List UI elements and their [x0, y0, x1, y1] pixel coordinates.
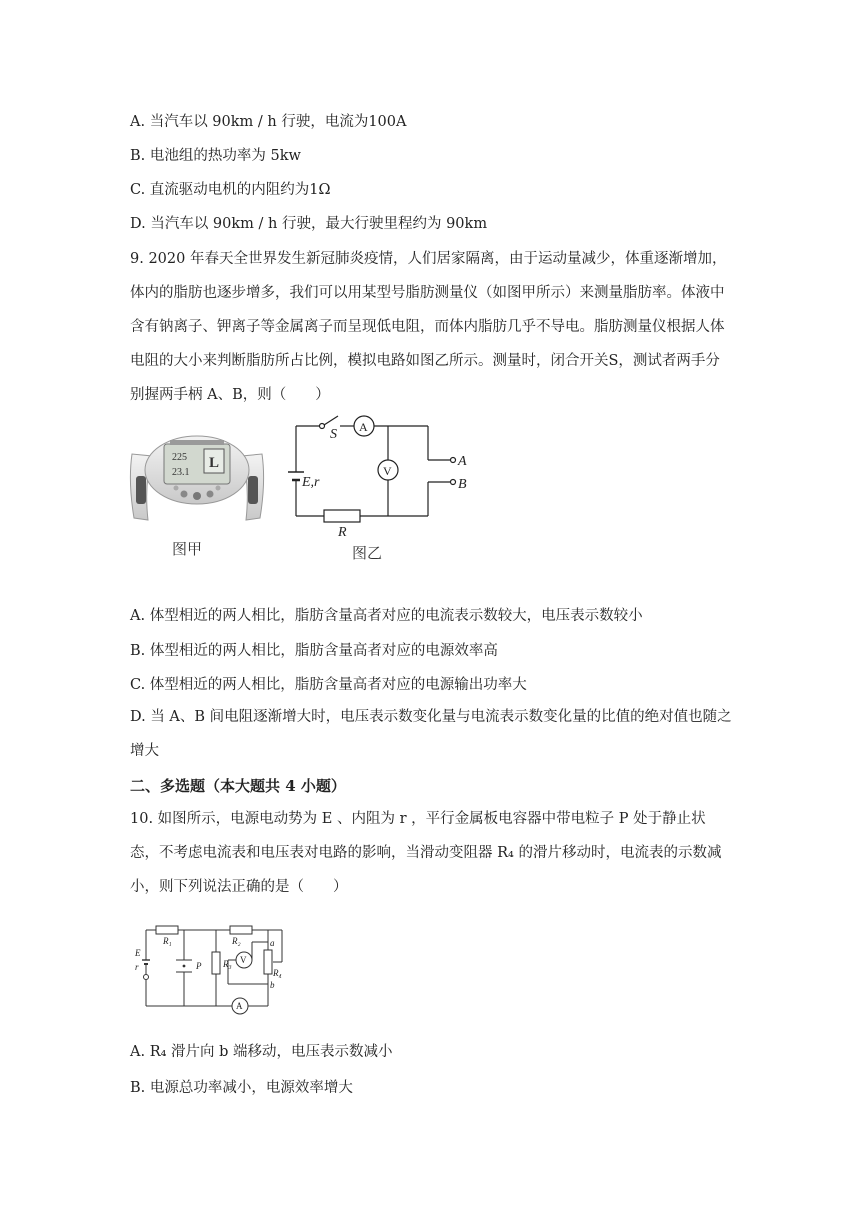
figure-a-caption: 图甲	[172, 540, 203, 558]
r-label: r	[135, 962, 139, 972]
section-heading: 二、多选题（本大题共 4 小题）	[130, 777, 346, 795]
r2-label: R₂	[232, 936, 241, 946]
display-line-1: 225	[172, 452, 187, 463]
source-label: E,r	[302, 475, 320, 490]
q9-option-d: D. 当 A、B 间电阻逐渐增大时，电压表示数变化量与电流表示数变化量的比值的绝对值也随之增大	[130, 709, 732, 759]
fat-meter-circuit	[282, 410, 482, 544]
resistor-label: R	[338, 525, 347, 540]
voltmeter-label: V	[240, 955, 247, 965]
voltmeter-label: V	[383, 464, 392, 478]
q8-option-a: A. 当汽车以 90km / h 行驶，电流为100A	[130, 114, 407, 130]
display-mode: L	[209, 455, 220, 471]
ammeter-label: A	[236, 1001, 243, 1011]
q9-stem: 9. 2020 年春天全世界发生新冠肺炎疫情，人们居家隔离，由于运动量减少，体重逐渐增加，体内的脂肪也逐步增多，我们可以用某型号脂肪测量仪（如图甲所示）来测量脂肪率。体液中含有钠离子、钾离子等金属离子而呈现低电阻，而体内脂肪几乎不导电。脂肪测量仪根据人体电阻的大小来判断脂肪所占比例，模拟电路如图乙所示。测量时，闭合开关S，测试者两手分别握两手柄 A、B，则（ ）	[130, 251, 727, 403]
b-end-label: b	[270, 980, 275, 990]
switch-label: S	[330, 427, 337, 442]
display-line-2: 23.1	[172, 467, 190, 478]
a-end-label: a	[270, 938, 275, 948]
q8-option-c: C. 直流驱动电机的内阻约为1Ω	[130, 182, 331, 198]
fat-meter-photo	[126, 432, 268, 528]
q9-option-a: A. 体型相近的两人相比，脂肪含量高者对应的电流表示数较大，电压表示数较小	[130, 608, 643, 624]
ammeter-label: A	[359, 420, 368, 434]
r1-label: R₁	[163, 936, 172, 946]
q8-option-d: D. 当汽车以 90km / h 行驶，最大行驶里程约为 90km	[130, 216, 488, 232]
e-label: E	[135, 948, 141, 958]
q10-option-a: A. R₄ 滑片向 b 端移动，电压表示数减小	[130, 1044, 393, 1060]
q9-option-c: C. 体型相近的两人相比，脂肪含量高者对应的电源输出功率大	[130, 677, 527, 693]
p-label: P	[196, 961, 202, 971]
terminal-a-label: A	[458, 454, 467, 469]
q10-stem: 10. 如图所示，电源电动势为 E 、内阻为 r ，平行金属板电容器中带电粒子 P 处于静止状态，不考虑电流表和电压表对电路的影响，当滑动变阻器 R₄ 的滑片移动时，电流表的示数减小，则下列说法正确的是（ ）	[130, 811, 722, 895]
q10-circuit	[132, 922, 296, 1016]
figure-b-caption: 图乙	[352, 544, 383, 562]
r4-label: R₄	[273, 968, 282, 978]
q8-option-b: B. 电池组的热功率为 5kw	[130, 148, 301, 164]
q9-option-b: B. 体型相近的两人相比，脂肪含量高者对应的电源效率高	[130, 643, 498, 659]
r3-label: R₃	[223, 959, 232, 969]
terminal-b-label: B	[458, 477, 467, 492]
q10-option-b: B. 电源总功率减小，电源效率增大	[130, 1080, 353, 1096]
